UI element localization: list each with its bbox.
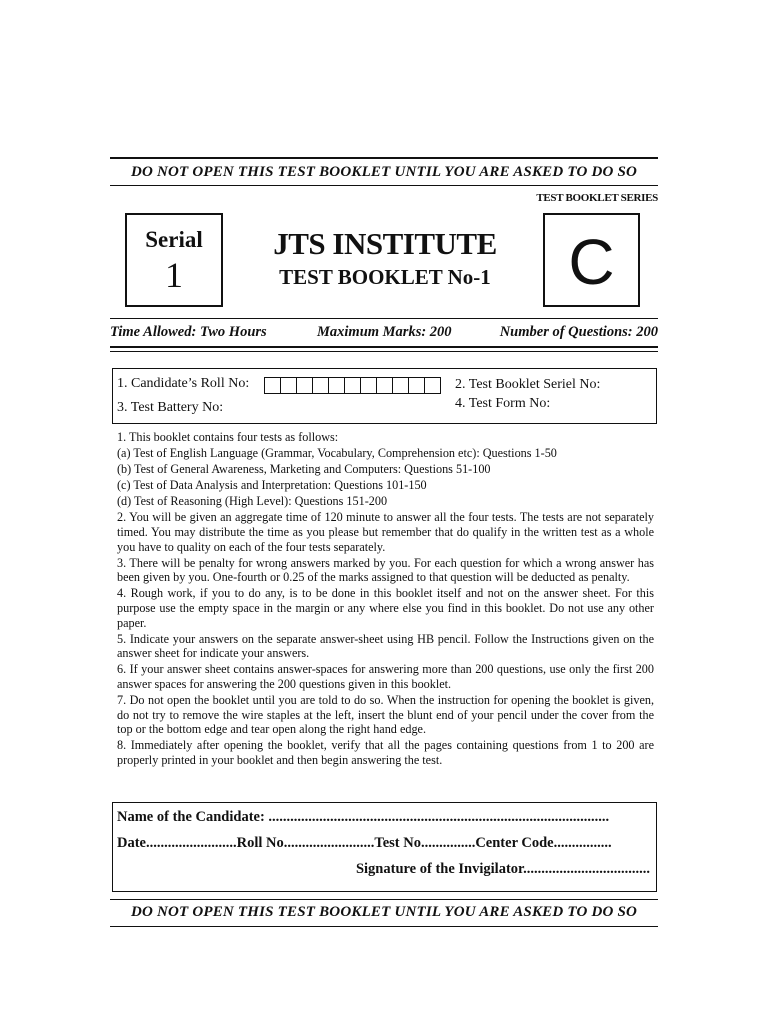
roll-no-cells[interactable] bbox=[265, 377, 441, 394]
instruction-item: 3. There will be penalty for wrong answers marked by you. For each question for which a wrong answer has been given by you. One-fourth or 0.25 of the marks assigned to that question will be deducted as penalty. bbox=[117, 555, 654, 585]
roll-cell[interactable] bbox=[312, 377, 329, 394]
instruction-item: 1. This booklet contains four tests as follows: bbox=[117, 430, 339, 444]
booklet-number: TEST BOOKLET No-1 bbox=[279, 265, 491, 289]
instruction-item: (b) Test of General Awareness, Marketing and Computers: Questions 51-100 bbox=[117, 462, 491, 477]
institute-name: JTS INSTITUTE bbox=[273, 226, 497, 261]
candidate-info-box bbox=[112, 368, 657, 424]
booklet-serial-label: 2. Test Booklet Seriel No: bbox=[455, 377, 601, 392]
series-label: TEST BOOKLET SERIES bbox=[536, 192, 658, 204]
form-no-label: 4. Test Form No: bbox=[455, 396, 551, 411]
roll-cell[interactable] bbox=[392, 377, 409, 394]
roll-cell[interactable] bbox=[360, 377, 377, 394]
serial-number: 1 bbox=[165, 255, 183, 295]
roll-no-label: 1. Candidate’s Roll No: bbox=[117, 376, 250, 391]
number-of-questions: Number of Questions: 200 bbox=[499, 324, 658, 340]
serial-box bbox=[125, 213, 223, 307]
roll-cell[interactable] bbox=[344, 377, 361, 394]
battery-no-label: 3. Test Battery No: bbox=[117, 400, 224, 415]
instruction-item: 8. Immediately after opening the booklet, verify that all the pages containing questions from 1 to 200 are properly printed in your booklet and then begin answering the test. bbox=[117, 738, 654, 767]
notice-top: DO NOT OPEN THIS TEST BOOKLET UNTIL YOU ARE ASKED TO DO SO bbox=[130, 164, 638, 180]
details-line[interactable]: Date.........................Roll No.........................Test No...............Center Code................ bbox=[117, 835, 612, 851]
notice-bottom: DO NOT OPEN THIS TEST BOOKLET UNTIL YOU ARE ASKED TO DO SO bbox=[130, 904, 638, 920]
serial-label: Serial bbox=[145, 227, 203, 252]
instruction-item: 7. Do not open the booklet until you are told to do so. When the instruction for opening the booklet is given, do not try to remove the wire staples at the left, insert the blunt end of your pencil under the cover from the top or the bottom edge and tear open along the right hand edge. bbox=[117, 693, 654, 737]
instruction-item: (c) Test of Data Analysis and Interpretation: Questions 101-150 bbox=[117, 478, 427, 493]
instruction-item: (a) Test of English Language (Grammar, Vocabulary, Comprehension etc): Questions 1-50 bbox=[117, 446, 557, 461]
top-rule bbox=[110, 157, 658, 159]
roll-cell[interactable] bbox=[328, 377, 345, 394]
roll-cell[interactable] bbox=[424, 377, 441, 394]
instruction-item: 2. You will be given an aggregate time of 120 minute to answer all the four tests. The tests are not separately timed. You may distribute the time as you please but remember that do qualify in the written test as a whole you have to quality on each of the four tests separately. bbox=[117, 510, 654, 554]
instruction-item: 6. If your answer sheet contains answer-spaces for answering more than 200 questions, use only the first 200 answer spaces for answering the 200 questions given in this booklet. bbox=[117, 662, 654, 691]
instruction-item: (d) Test of Reasoning (High Level): Questions 151-200 bbox=[117, 494, 388, 509]
instruction-item: 4. Rough work, if you to do any, is to be done in this booklet itself and not on the answer sheet. For this purpose use the empty space in the margin or any where else you find in this booklet. Do not use any other paper. bbox=[117, 586, 654, 630]
series-letter: C bbox=[568, 226, 615, 298]
roll-cell[interactable] bbox=[408, 377, 425, 394]
candidate-signature-box bbox=[112, 802, 657, 892]
bottom-rule bbox=[110, 926, 658, 927]
candidate-name-line[interactable]: Name of the Candidate: .............................................................................................. bbox=[117, 809, 610, 825]
roll-cell[interactable] bbox=[264, 377, 281, 394]
instruction-item: 5. Indicate your answers on the separate answer-sheet using HB pencil. Follow the Instructions given on the answer sheet for indicate your answers. bbox=[117, 631, 654, 661]
meta-top-rule bbox=[110, 318, 658, 319]
series-letter-box bbox=[543, 213, 640, 307]
meta-bottom-rule-2 bbox=[110, 351, 658, 352]
invigilator-signature-line[interactable]: Signature of the Invigilator................................... bbox=[355, 861, 650, 877]
roll-cell[interactable] bbox=[280, 377, 297, 394]
bottom-notice-top-rule bbox=[110, 899, 658, 900]
roll-cell[interactable] bbox=[296, 377, 313, 394]
instructions bbox=[117, 430, 654, 769]
meta-bottom-rule-1 bbox=[110, 346, 658, 348]
maximum-marks: Maximum Marks: 200 bbox=[317, 324, 452, 340]
notice-underline bbox=[110, 185, 658, 186]
time-allowed: Time Allowed: Two Hours bbox=[110, 324, 267, 340]
roll-cell[interactable] bbox=[376, 377, 393, 394]
